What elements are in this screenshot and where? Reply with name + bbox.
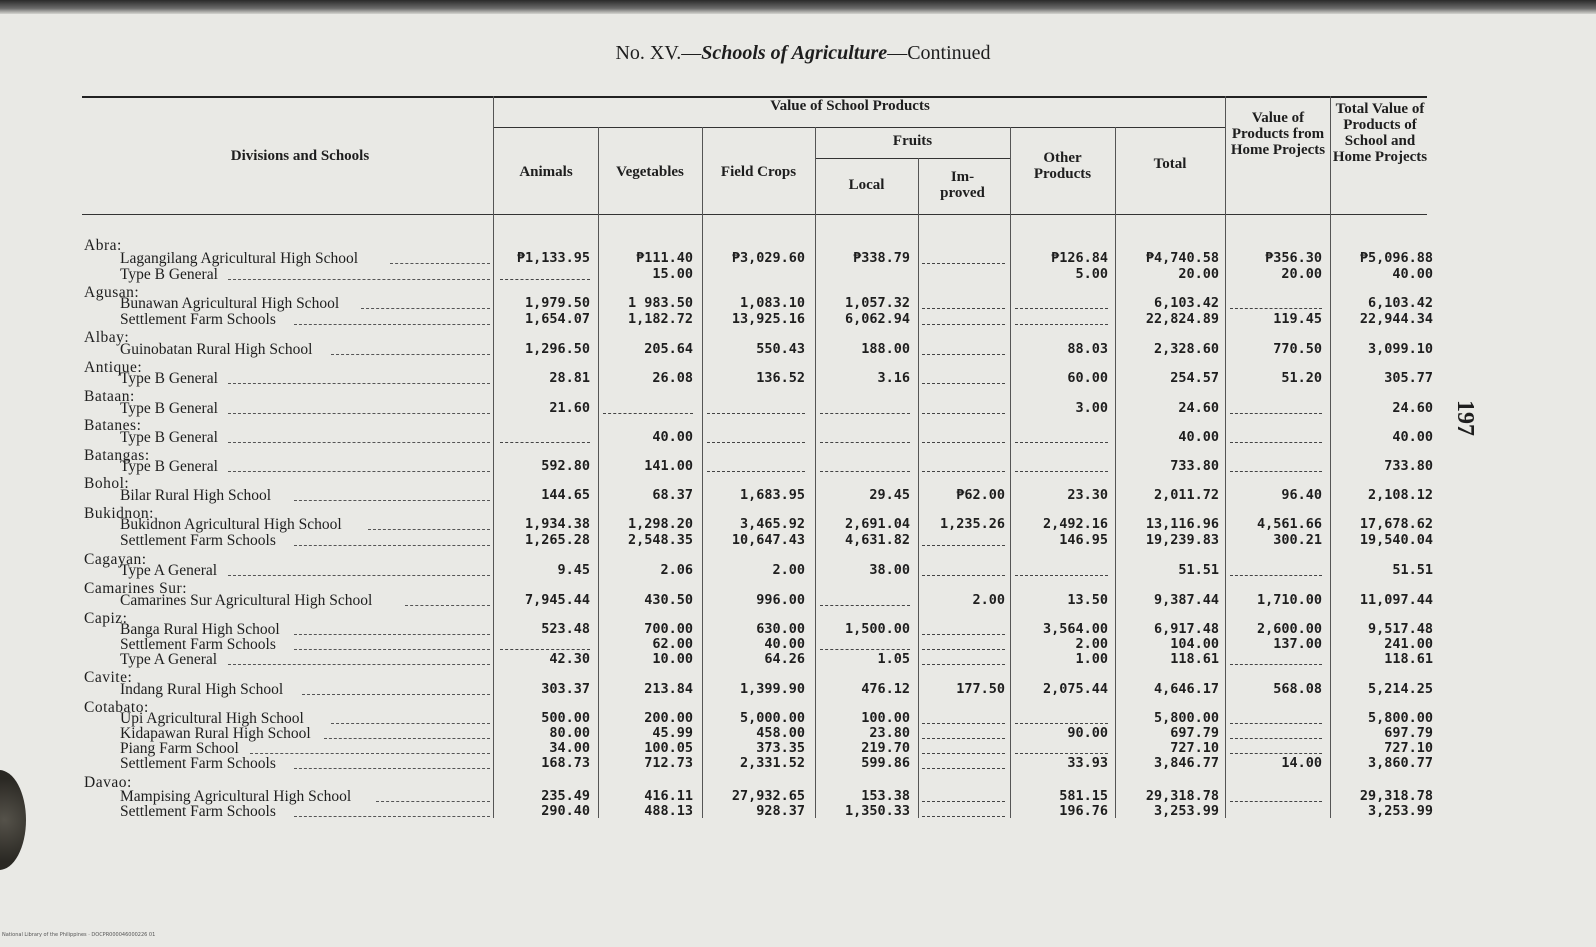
school-label: Bilar Rural High School [120, 487, 272, 504]
school-label: Banga Rural High School [120, 621, 280, 638]
table-cell: 700.00 [644, 621, 693, 637]
school-label: Settlement Farm Schools [120, 803, 276, 820]
division-label: Abra: [84, 237, 122, 254]
empty-cell-dash [1230, 575, 1322, 576]
empty-cell-dash [500, 279, 590, 280]
table-cell: 23.80 [869, 725, 910, 741]
table-cell: 630.00 [756, 621, 805, 637]
school-label: Bunawan Agricultural High School [120, 295, 340, 312]
table-cell: 3,253.99 [1153, 803, 1219, 819]
table-cell: 38.00 [869, 562, 910, 578]
table-cell: 2,600.00 [1256, 621, 1322, 637]
empty-cell-dash [500, 442, 590, 443]
empty-cell-dash [820, 649, 910, 650]
table-cell: 51.20 [1281, 370, 1322, 386]
school-label: Mampising Agricultural High School [120, 788, 352, 805]
table-cell: 42.30 [549, 651, 590, 667]
table-cell: 1,979.50 [524, 295, 590, 311]
table-cell: 290.40 [541, 803, 590, 819]
table-cell: 64.26 [764, 651, 805, 667]
empty-cell-dash [603, 413, 693, 414]
table-cell: 996.00 [756, 592, 805, 608]
table-cell: 144.65 [541, 487, 590, 503]
table-cell: ₱338.79 [853, 250, 910, 266]
table-cell: 430.50 [644, 592, 693, 608]
empty-cell-dash [922, 442, 1005, 443]
table-cell: 928.37 [756, 803, 805, 819]
table-cell: 17,678.62 [1359, 516, 1433, 532]
table-cell: 104.00 [1170, 636, 1219, 652]
division-label: Agusan: [84, 284, 140, 301]
table-cell: 11,097.44 [1359, 592, 1433, 608]
school-label: Bukidnon Agricultural High School [120, 516, 342, 533]
table-cell: 5.00 [1075, 266, 1108, 282]
leader-dots [294, 324, 490, 325]
table-cell: 40.00 [652, 429, 693, 445]
col-rule [1330, 96, 1331, 818]
header-rule-fruits [815, 158, 1010, 159]
table-cell: 19,239.83 [1145, 532, 1219, 548]
table-cell: 20.00 [1178, 266, 1219, 282]
leader-dots [250, 753, 490, 754]
table-cell: 13,116.96 [1145, 516, 1219, 532]
empty-cell-dash [922, 816, 1005, 817]
empty-cell-dash [922, 324, 1005, 325]
leader-dots [390, 263, 490, 264]
table-cell: 40.00 [764, 636, 805, 652]
leader-dots [294, 768, 490, 769]
header-divisions: Divisions and Schools [230, 148, 370, 164]
table-cell: 3,860.77 [1367, 755, 1433, 771]
table-cell: 476.12 [861, 681, 910, 697]
division-label: Albay: [84, 329, 130, 346]
division-label: Camarines Sur: [84, 580, 187, 597]
empty-cell-dash [922, 263, 1005, 264]
division-label: Cagayan: [84, 551, 147, 568]
table-cell: 1,500.00 [844, 621, 910, 637]
table-cell: 727.10 [1384, 740, 1433, 756]
leader-dots [324, 738, 490, 739]
table-cell: 10.00 [652, 651, 693, 667]
empty-cell-dash [820, 413, 910, 414]
table-cell: 488.13 [644, 803, 693, 819]
table-cell: 1,182.72 [627, 311, 693, 327]
col-rule [1010, 127, 1011, 818]
school-label: Settlement Farm Schools [120, 532, 276, 549]
table-cell: 10,647.43 [731, 532, 805, 548]
table-cell: 34.00 [549, 740, 590, 756]
table-cell: 2.00 [1075, 636, 1108, 652]
table-cell: 416.11 [644, 788, 693, 804]
empty-cell-dash [922, 354, 1005, 355]
table-cell: 19,540.04 [1359, 532, 1433, 548]
leader-dots [228, 279, 490, 280]
header-total: Total [1153, 156, 1187, 172]
empty-cell-dash [1015, 308, 1108, 309]
school-label: Type A General [120, 651, 218, 668]
table-cell: ₱356.30 [1265, 250, 1322, 266]
leader-dots [331, 723, 490, 724]
table-cell: 68.37 [652, 487, 693, 503]
table-cell: 27,932.65 [731, 788, 805, 804]
leader-dots [228, 664, 490, 665]
table-cell: 2,011.72 [1153, 487, 1219, 503]
table-cell: 550.43 [756, 341, 805, 357]
empty-cell-dash [500, 649, 590, 650]
table-cell: 45.99 [652, 725, 693, 741]
leader-dots [405, 605, 490, 606]
table-cell: 200.00 [644, 710, 693, 726]
table-cell: 196.76 [1059, 803, 1108, 819]
table-cell: ₱126.84 [1051, 250, 1108, 266]
title-number: No. XV. [615, 42, 682, 64]
table-cell: 523.48 [541, 621, 590, 637]
table-cell: 29,318.78 [1359, 788, 1433, 804]
leader-dots [228, 575, 490, 576]
table-cell: ₱1,133.95 [516, 250, 590, 266]
table-cell: 2,328.60 [1153, 341, 1219, 357]
leader-dots [376, 801, 490, 802]
division-label: Cavite: [84, 669, 133, 686]
header-fruits-improved: Im-proved [940, 169, 985, 201]
table-cell: 5,214.25 [1367, 681, 1433, 697]
table-cell: ₱4,740.58 [1145, 250, 1219, 266]
table-cell: 4,631.82 [844, 532, 910, 548]
empty-cell-dash [1015, 753, 1108, 754]
empty-cell-dash [707, 413, 805, 414]
table-cell: 733.80 [1384, 458, 1433, 474]
table-cell: 3.00 [1075, 400, 1108, 416]
table-cell: 153.38 [861, 788, 910, 804]
table-cell: 568.08 [1273, 681, 1322, 697]
table-cell: 13,925.16 [731, 311, 805, 327]
leader-dots [228, 442, 490, 443]
table-cell: 3,846.77 [1153, 755, 1219, 771]
table-cell: 1.05 [877, 651, 910, 667]
table-cell: 1,298.20 [627, 516, 693, 532]
table-cell: 13.50 [1067, 592, 1108, 608]
table-cell: 770.50 [1273, 341, 1322, 357]
school-label: Type B General [120, 429, 218, 446]
empty-cell-dash [1230, 308, 1322, 309]
table-cell: 3,253.99 [1367, 803, 1433, 819]
table-cell: 23.30 [1067, 487, 1108, 503]
empty-cell-dash [1230, 442, 1322, 443]
empty-cell-dash [922, 471, 1005, 472]
table-cell: 3,564.00 [1042, 621, 1108, 637]
school-label: Indang Rural High School [120, 681, 284, 698]
empty-cell-dash [1230, 753, 1322, 754]
table-cell: 22,824.89 [1145, 311, 1219, 327]
empty-cell-dash [922, 634, 1005, 635]
table-cell: 29.45 [869, 487, 910, 503]
table-cell: 1 983.50 [627, 295, 693, 311]
table-cell: 24.60 [1178, 400, 1219, 416]
table-cell: ₱3,029.60 [731, 250, 805, 266]
table-cell: 26.08 [652, 370, 693, 386]
table-cell: 2.06 [660, 562, 693, 578]
table-cell: 137.00 [1273, 636, 1322, 652]
table-cell: 24.60 [1392, 400, 1433, 416]
table-cell: 2,075.44 [1042, 681, 1108, 697]
empty-cell-dash [1230, 723, 1322, 724]
empty-cell-dash [1230, 738, 1322, 739]
header-other-products: Other Products [1033, 150, 1092, 182]
empty-cell-dash [1015, 471, 1108, 472]
leader-dots [294, 816, 490, 817]
table-cell: 254.57 [1170, 370, 1219, 386]
school-label: Type B General [120, 458, 218, 475]
division-label: Davao: [84, 774, 132, 791]
empty-cell-dash [922, 413, 1005, 414]
header-field-crops: Field Crops [720, 164, 797, 180]
table-cell: 213.84 [644, 681, 693, 697]
table-cell: 712.73 [644, 755, 693, 771]
table-cell: 1,265.28 [524, 532, 590, 548]
table-cell: 118.61 [1384, 651, 1433, 667]
division-label: Bohol: [84, 475, 130, 492]
empty-cell-dash [1230, 471, 1322, 472]
school-label: Settlement Farm Schools [120, 311, 276, 328]
empty-cell-dash [922, 738, 1005, 739]
table-cell: 119.45 [1273, 311, 1322, 327]
table-cell: 168.73 [541, 755, 590, 771]
school-label: Kidapawan Rural High School [120, 725, 311, 742]
table-cell: 205.64 [644, 341, 693, 357]
leader-dots [294, 545, 490, 546]
table-cell: 40.00 [1392, 429, 1433, 445]
table-cell: 2,548.35 [627, 532, 693, 548]
school-label: Type B General [120, 266, 218, 283]
table-cell: 90.00 [1067, 725, 1108, 741]
table-cell: 80.00 [549, 725, 590, 741]
school-label: Upi Agricultural High School [120, 710, 304, 727]
table-cell: 100.05 [644, 740, 693, 756]
table-cell: 1,683.95 [739, 487, 805, 503]
table-cell: 1,057.32 [844, 295, 910, 311]
empty-cell-dash [922, 753, 1005, 754]
table-cell: 28.81 [549, 370, 590, 386]
empty-cell-dash [922, 801, 1005, 802]
empty-cell-dash [820, 442, 910, 443]
table-cell: 458.00 [756, 725, 805, 741]
table-cell: 599.86 [861, 755, 910, 771]
table-cell: 697.79 [1384, 725, 1433, 741]
division-label: Capiz: [84, 610, 128, 627]
table-cell: 62.00 [652, 636, 693, 652]
table-cell: 1,235.26 [939, 516, 1005, 532]
table-cell: 9,387.44 [1153, 592, 1219, 608]
empty-cell-dash [1015, 442, 1108, 443]
table-cell: 5,000.00 [739, 710, 805, 726]
table-cell: 697.79 [1170, 725, 1219, 741]
table-cell: 60.00 [1067, 370, 1108, 386]
school-label: Type A General [120, 562, 218, 579]
table-cell: ₱5,096.88 [1359, 250, 1433, 266]
empty-cell-dash [922, 664, 1005, 665]
table-cell: 7,945.44 [524, 592, 590, 608]
division-label: Bukidnon: [84, 505, 154, 522]
leader-dots [228, 413, 490, 414]
empty-cell-dash [922, 545, 1005, 546]
table-cell: 4,561.66 [1256, 516, 1322, 532]
table-cell: 6,917.48 [1153, 621, 1219, 637]
table-cell: 15.00 [652, 266, 693, 282]
table-cell: 21.60 [549, 400, 590, 416]
division-label: Antique: [84, 359, 143, 376]
empty-cell-dash [707, 442, 805, 443]
leader-dots [294, 634, 490, 635]
col-rule [493, 96, 494, 818]
table-cell: 1,350.33 [844, 803, 910, 819]
title-name: Schools of Agriculture [701, 42, 888, 64]
table-cell: 20.00 [1281, 266, 1322, 282]
school-label: Piang Farm School [120, 740, 239, 757]
table-cell: 9.45 [557, 562, 590, 578]
table-cell: 14.00 [1281, 755, 1322, 771]
empty-cell-dash [922, 768, 1005, 769]
table-cell: 219.70 [861, 740, 910, 756]
table-cell: 9,517.48 [1367, 621, 1433, 637]
empty-cell-dash [922, 308, 1005, 309]
table-cell: 118.61 [1170, 651, 1219, 667]
division-label: Batangas: [84, 447, 150, 464]
school-label: Type B General [120, 400, 218, 417]
empty-cell-dash [1015, 324, 1108, 325]
table-cell: 6,062.94 [844, 311, 910, 327]
division-label: Bataan: [84, 388, 135, 405]
leader-dots [228, 471, 490, 472]
table-cell: 5,800.00 [1153, 710, 1219, 726]
table-cell: 146.95 [1059, 532, 1108, 548]
header-fruits-local: Local [848, 177, 885, 193]
empty-cell-dash [922, 723, 1005, 724]
leader-dots [361, 308, 490, 309]
table-cell: 303.37 [541, 681, 590, 697]
col-rule [1225, 96, 1226, 818]
table-cell: 4,646.17 [1153, 681, 1219, 697]
empty-cell-dash [1230, 664, 1322, 665]
table-cell: ₱62.00 [956, 487, 1005, 503]
table-cell: 305.77 [1384, 370, 1433, 386]
table-cell: 96.40 [1281, 487, 1322, 503]
table-cell: 5,800.00 [1367, 710, 1433, 726]
school-label: Guinobatan Rural High School [120, 341, 313, 358]
empty-cell-dash [1230, 801, 1322, 802]
table-cell: 373.35 [756, 740, 805, 756]
school-label: Type B General [120, 370, 218, 387]
empty-cell-dash [1230, 413, 1322, 414]
header-home-projects: Value of Products from Home Projects [1230, 110, 1326, 158]
table-cell: 141.00 [644, 458, 693, 474]
table-cell: 22,944.34 [1359, 311, 1433, 327]
page-number: 197 [1452, 400, 1478, 436]
leader-dots [302, 694, 490, 695]
table-cell: 2,331.52 [739, 755, 805, 771]
empty-cell-dash [922, 649, 1005, 650]
table-cell: 177.50 [956, 681, 1005, 697]
table-cell: 51.51 [1178, 562, 1219, 578]
table-cell: 1,934.38 [524, 516, 590, 532]
table-cell: 1,654.07 [524, 311, 590, 327]
leader-dots [331, 354, 490, 355]
leader-dots [368, 529, 490, 530]
table-cell: 235.49 [541, 788, 590, 804]
table-cell: 3.16 [877, 370, 910, 386]
table-cell: 2.00 [772, 562, 805, 578]
empty-cell-dash [922, 383, 1005, 384]
table-cell: 2,492.16 [1042, 516, 1108, 532]
leader-dots [228, 383, 490, 384]
empty-cell-dash [820, 471, 910, 472]
table-cell: 1.00 [1075, 651, 1108, 667]
table-cell: 40.00 [1392, 266, 1433, 282]
division-label: Cotabato: [84, 699, 149, 716]
table-cell: 188.00 [861, 341, 910, 357]
header-grand-total: Total Value of Products of School and Home Projects [1332, 101, 1428, 165]
table-cell: 727.10 [1170, 740, 1219, 756]
leader-dots [294, 649, 490, 650]
table-cell: ₱111.40 [636, 250, 693, 266]
table-cell: 1,296.50 [524, 341, 590, 357]
empty-cell-dash [1015, 575, 1108, 576]
empty-cell-dash [707, 471, 805, 472]
table-cell: 1,710.00 [1256, 592, 1322, 608]
title-continued: —Continued [887, 42, 991, 64]
table-cell: 100.00 [861, 710, 910, 726]
table-cell: 51.51 [1392, 562, 1433, 578]
table-cell: 1,083.10 [739, 295, 805, 311]
table-cell: 3,099.10 [1367, 341, 1433, 357]
table-cell: 136.52 [756, 370, 805, 386]
header-value-school-products: Value of School Products [770, 98, 930, 114]
table-cell: 2,691.04 [844, 516, 910, 532]
school-label: Camarines Sur Agricultural High School [120, 592, 373, 609]
table-cell: 6,103.42 [1367, 295, 1433, 311]
table-cell: 33.93 [1067, 755, 1108, 771]
leader-dots [294, 500, 490, 501]
header-vegetables: Vegetables [616, 164, 684, 180]
school-label: Lagangilang Agricultural High School [120, 250, 359, 267]
table-cell: 2,108.12 [1367, 487, 1433, 503]
empty-cell-dash [922, 575, 1005, 576]
table-cell: 241.00 [1384, 636, 1433, 652]
division-label: Batanes: [84, 417, 142, 434]
header-animals: Animals [519, 164, 573, 180]
title-dash: — [681, 42, 702, 64]
table-cell: 500.00 [541, 710, 590, 726]
table-cell: 1,399.90 [739, 681, 805, 697]
table-cell: 3,465.92 [739, 516, 805, 532]
table-cell: 29,318.78 [1145, 788, 1219, 804]
table-cell: 733.80 [1170, 458, 1219, 474]
library-footer: National Library of the Philippines · DOCPR000046000226 01 [2, 932, 156, 938]
school-label: Settlement Farm Schools [120, 636, 276, 653]
table-cell: 88.03 [1067, 341, 1108, 357]
table-cell: 592.80 [541, 458, 590, 474]
empty-cell-dash [1015, 723, 1108, 724]
school-label: Settlement Farm Schools [120, 755, 276, 772]
table-cell: 300.21 [1273, 532, 1322, 548]
table-cell: 2.00 [972, 592, 1005, 608]
table-cell: 581.15 [1059, 788, 1108, 804]
table-cell: 40.00 [1178, 429, 1219, 445]
header-fruits: Fruits [892, 133, 933, 149]
table-cell: 6,103.42 [1153, 295, 1219, 311]
